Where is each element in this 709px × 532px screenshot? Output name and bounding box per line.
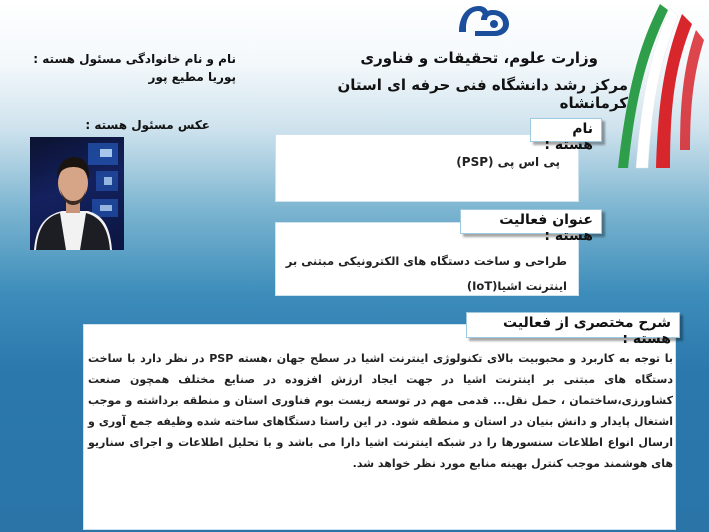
activity-title-heading: عنوان فعالیت هسته :	[460, 209, 602, 234]
university-logo	[455, 2, 513, 38]
owner-label: نام و نام خانوادگی مسئول هسته :	[33, 52, 236, 66]
center-title: مرکز رشد دانشگاه فنی حرفه ای استان کرمانشاه	[337, 76, 628, 112]
core-name-value: پی اس پی (PSP)	[456, 155, 560, 169]
activity-title-value: طراحی و ساخت دستگاه های الکترونیکی مبتنی بر اینترنت اشیا(IoT)	[285, 254, 567, 293]
core-name-title: نام هسته :	[530, 118, 602, 142]
ministry-title: وزارت علوم، تحقیقات و فناوری	[360, 49, 598, 67]
owner-name: پوریا مطیع پور	[148, 70, 236, 84]
activity-summary-heading: شرح مختصری از فعالیت هسته :	[466, 312, 680, 338]
owner-photo	[30, 137, 124, 250]
activity-summary-value: با توجه به کاربرد و محبوبیت بالای تکنولوژی اینترنت اشیا در سطح جهان ،هسته PSP در نظر دارد با ساخت دستگاه های مبتنی بر اینترنت اشیا در جهت ایجاد ارزش افزوده در صنایع مختلف همچون صنعت کشاورزی،ساختمان ، حمل نقل... قدمی مهم در توسعه زیست بوم فناوری استان و منطقه برداشته و موجب اشتغال پایدار و دانش بنیان در استان و منطقه شود. در این راستا دستگاهای ساخته شده وظیفه جمع آوری و ارسال انواع اطلاعات سنسورها را در شبکه اینترنت اشیا دارا می باشد و با تحلیل اطلاعات و اجرای سناریو های هوشمند موجب کنترل بهینه منابع مورد نظر خواهد شد.	[88, 352, 673, 470]
person-portrait-icon	[30, 137, 124, 250]
photo-label: عکس مسئول هسته :	[85, 118, 210, 132]
